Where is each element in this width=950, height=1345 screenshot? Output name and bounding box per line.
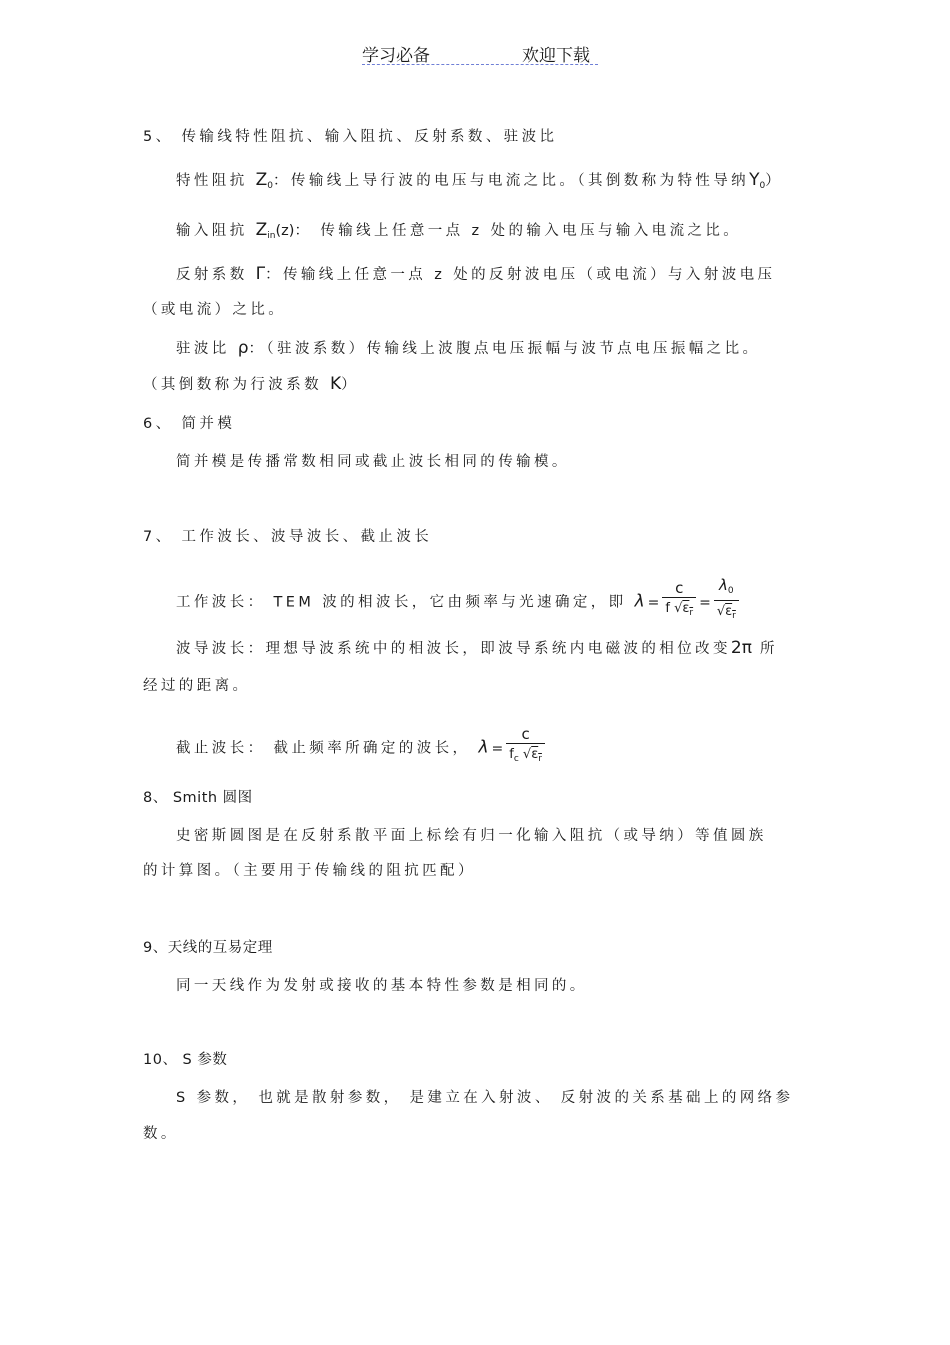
- header-right: 欢迎下载: [522, 46, 590, 66]
- epsilon-symbol: ε: [682, 601, 690, 616]
- reciprocity-text: 同一天线作为发射或接收的基本特性参数是相同的。: [176, 978, 588, 994]
- characteristic-impedance-line: [176, 170, 783, 196]
- epsilon-subscript-2: r: [732, 611, 736, 621]
- rho-label: 驻波比: [176, 341, 230, 357]
- section-6-title: 6、 简并模: [143, 416, 236, 432]
- equals-sign: =: [647, 594, 660, 611]
- numerator-c: c: [675, 579, 684, 597]
- guide-suffix: 所: [759, 641, 778, 657]
- numerator-c-2: c: [521, 725, 530, 743]
- zin-label: 输入阻抗: [176, 223, 248, 239]
- section-7-title: 7、 工作波长、波导波长、截止波长: [143, 529, 433, 545]
- section-10-title: 10、 S 参数: [143, 1052, 228, 1068]
- epsilon-subscript-3: r: [538, 754, 542, 764]
- smith-chart-text: 史密斯圆图是在反射系散平面上标绘有归一化输入阻抗（或导纳）等值圆族: [176, 828, 767, 844]
- lambda-symbol-2: λ: [719, 576, 728, 594]
- two-pi: 2π: [730, 638, 752, 658]
- guide-wavelength-line-2: 经过的距离。: [143, 678, 251, 694]
- smith-chart-text-2: 的计算图。（主要用于传输线的阻抗匹配）: [143, 863, 476, 879]
- section-9-title: 9、天线的互易定理: [143, 940, 273, 956]
- z0-label: 特性阻抗: [176, 173, 248, 189]
- rho-text-2: （其倒数称为行波系数: [143, 377, 322, 393]
- s-parameter-text-2: 数。: [143, 1126, 179, 1142]
- k-close: ）: [341, 377, 360, 393]
- reflection-coefficient-line-2: （或电流）之比。: [143, 302, 287, 318]
- f-symbol-2: f: [509, 747, 514, 762]
- fc-subscript: c: [513, 754, 519, 764]
- guide-wavelength-text: 波导波长：理想导波系统中的相波长，即波导系统内电磁波的相位改变: [176, 641, 731, 657]
- working-wavelength-text: 工作波长： TEM 波的相波长，它由频率与光速确定，即: [176, 594, 627, 611]
- epsilon-symbol-3: ε: [531, 747, 539, 762]
- degenerate-mode-text: 简并模是传播常数相同或截止波长相同的传输模。: [176, 454, 570, 470]
- gamma-label: 反射系数: [176, 267, 248, 283]
- z0-text: ：传输线上导行波的电压与电流之比。（其倒数称为特性导纳: [273, 173, 750, 189]
- guide-wavelength-line: [176, 638, 778, 659]
- reflection-coefficient-line: [176, 264, 775, 285]
- fraction-c-over-f-sqrt-eps: [662, 579, 696, 622]
- section-8-title: 8、 Smith 圆图: [143, 790, 253, 806]
- lambda-symbol-3: λ: [478, 737, 489, 758]
- epsilon-subscript: r: [689, 608, 694, 618]
- z0-symbol: Z: [255, 170, 268, 190]
- s-parameter-text: S 参数， 也就是散射参数， 是建立在入射波、 反射波的关系基础上的网络参: [176, 1090, 794, 1106]
- equals-sign-3: =: [491, 740, 504, 757]
- section-5-title: 5、 传输线特性阻抗、输入阻抗、反射系数、驻波比: [143, 129, 558, 145]
- rho-text: ：（驻波系数）传输线上波腹点电压振幅与波节点电压振幅之比。: [248, 341, 761, 357]
- denominator-3: $f_c$ $√\varepsilon_r$: [506, 743, 545, 768]
- header-left: 学习必备: [362, 46, 430, 66]
- cutoff-wavelength-line: [176, 727, 545, 770]
- z0-subscript: 0: [267, 181, 274, 191]
- zin-text: ： 传输线上任意一点 z 处的输入电压与输入电流之比。: [294, 223, 742, 239]
- y0-subscript: 0: [759, 181, 766, 191]
- gamma-symbol: Γ: [255, 264, 266, 284]
- y0-symbol: Y: [749, 170, 760, 190]
- denominator-2: $√\varepsilon_r$: [714, 600, 739, 625]
- lambda-symbol: λ: [634, 591, 645, 612]
- epsilon-symbol-2: ε: [725, 604, 733, 619]
- denominator: f $√\varepsilon_r$: [662, 597, 696, 622]
- k-symbol: K: [330, 374, 342, 394]
- vswr-line-2: [143, 374, 359, 395]
- f-symbol: f: [665, 601, 670, 616]
- vswr-line: [176, 338, 760, 359]
- zin-argument: (z): [275, 223, 295, 239]
- zin-symbol: Z: [255, 220, 268, 240]
- fraction-c-over-fc-sqrt-eps: [506, 725, 545, 768]
- numerator-lambda0: [714, 576, 739, 600]
- cutoff-wavelength-text: 截止波长： 截止频率所确定的波长，: [176, 740, 471, 757]
- input-impedance-line: [176, 220, 741, 246]
- rho-symbol: ρ: [237, 338, 249, 358]
- equals-sign-2: =: [699, 594, 711, 611]
- working-wavelength-line: [176, 578, 739, 627]
- zin-subscript: in: [267, 231, 276, 241]
- gamma-text: ：传输线上任意一点 z 处的反射波电压（或电流）与入射波电压: [265, 267, 776, 283]
- y0-close: ）: [765, 173, 784, 189]
- lambda0-subscript: 0: [727, 586, 734, 596]
- fraction-lambda0-over-sqrt-eps: [714, 576, 739, 625]
- page-header: [362, 40, 598, 65]
